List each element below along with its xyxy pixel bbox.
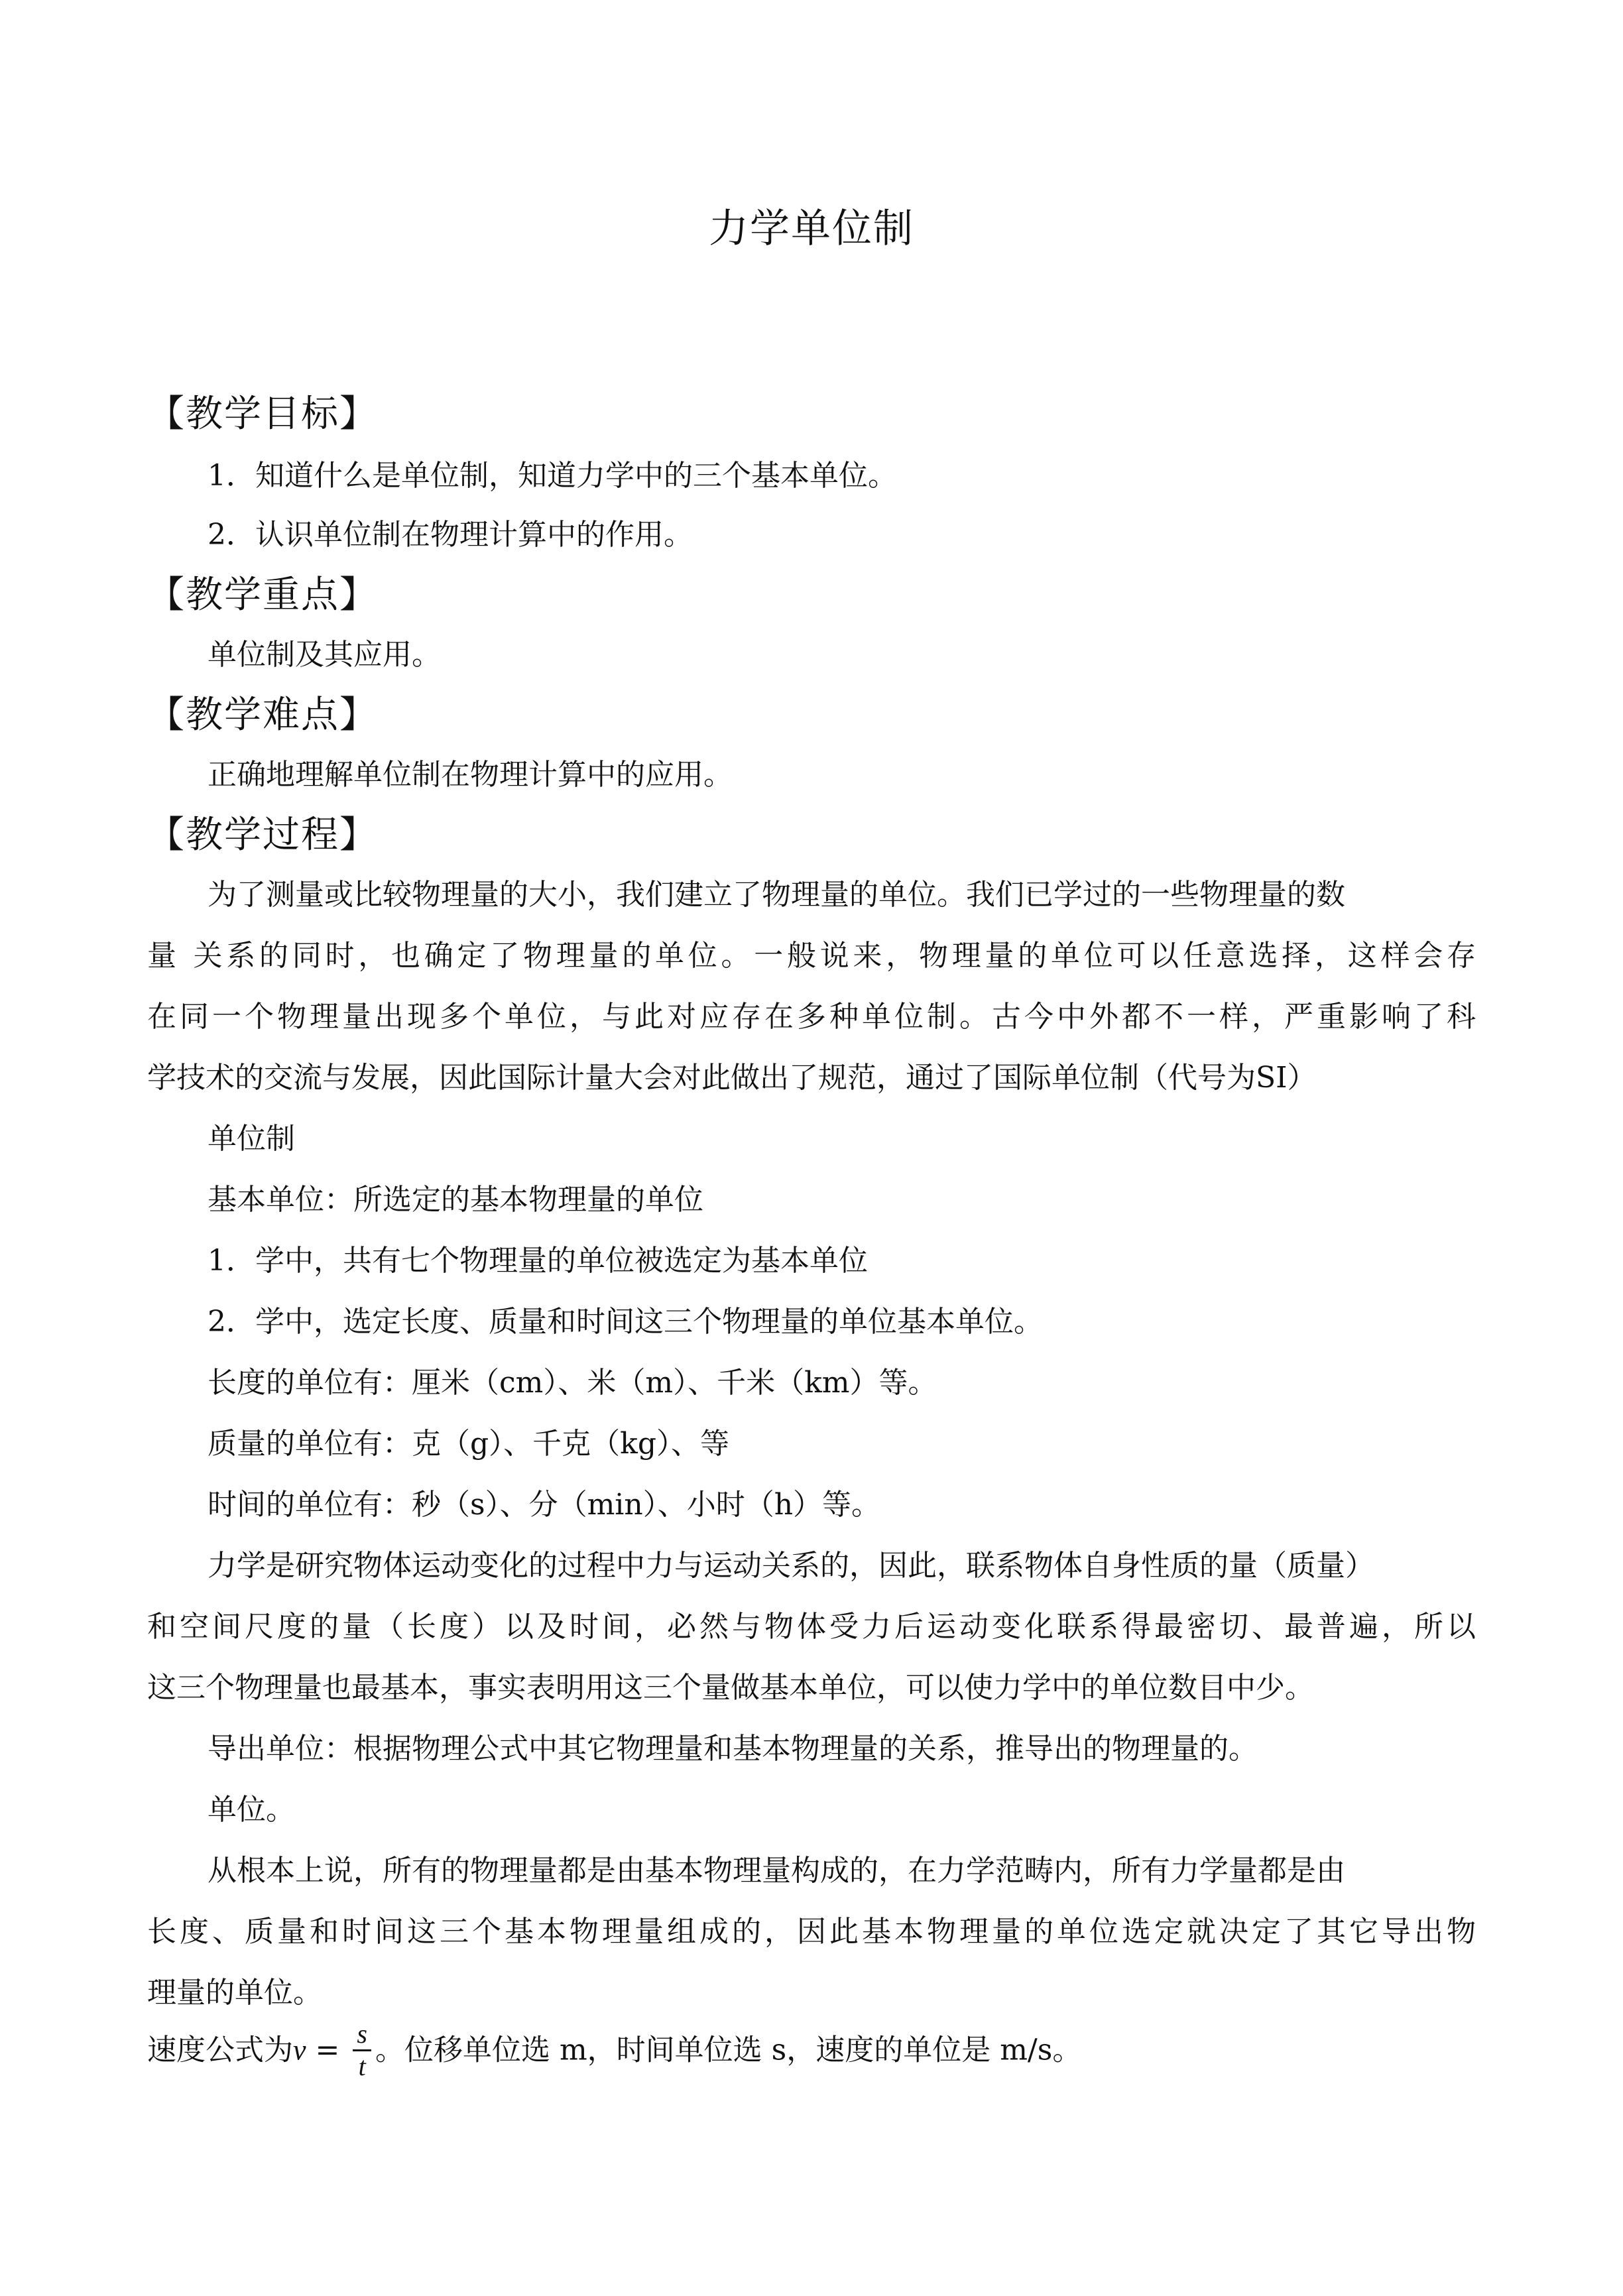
paragraph-line: 这三个物理量也最基本，事实表明用这三个量做基本单位，可以使力学中的单位数目中少。 (147, 1671, 1314, 1705)
mass-units: 质量的单位有：克（g）、千克（kg）、等 (208, 1427, 729, 1461)
length-units: 长度的单位有：厘米（cm）、米（m）、千米（km）等。 (208, 1366, 937, 1400)
heading-key-points: 【教学重点】 (147, 574, 378, 617)
key-points-text: 单位制及其应用。 (208, 638, 441, 672)
heading-process: 【教学过程】 (147, 814, 378, 857)
paragraph-line: 学技术的交流与发展，因此国际计量大会对此做出了规范，通过了国际单位制（代号为SI） (147, 1061, 1317, 1095)
base-unit-item-1: 1．学中，共有七个物理量的单位被选定为基本单位 (208, 1244, 868, 1278)
difficulties-text: 正确地理解单位制在物理计算中的应用。 (208, 758, 733, 792)
formula-suffix: 。位移单位选 m，时间单位选 s，速度的单位是 m/s。 (375, 2033, 1082, 2067)
derived-unit-definition: 导出单位：根据物理公式中其它物理量和基本物理量的关系，推导出的物理量的。 (208, 1732, 1258, 1766)
fraction-denominator: t (358, 2051, 366, 2081)
paragraph-line: 和空间尺度的量（长度）以及时间，必然与物体受力后运动变化联系得最密切、最普遍，所以 (147, 1610, 1476, 1644)
paragraph-line: 力学是研究物体运动变化的过程中力与运动关系的，因此，联系物体自身性质的量（质量） (208, 1549, 1374, 1583)
base-unit-definition: 基本单位：所选定的基本物理量的单位 (208, 1183, 703, 1217)
base-unit-item-2: 2．学中，选定长度、质量和时间这三个物理量的单位基本单位。 (208, 1305, 1043, 1339)
objective-item-1: 1．知道什么是单位制，知道力学中的三个基本单位。 (208, 459, 897, 493)
unit-system-label: 单位制 (208, 1122, 295, 1156)
velocity-fraction (353, 2019, 371, 2082)
paragraph-line: 理量的单位。 (147, 1976, 322, 2010)
paragraph-line: 从根本上说，所有的物理量都是由基本物理量构成的，在力学范畴内，所有力学量都是由 (208, 1854, 1345, 1888)
heading-difficulties: 【教学难点】 (147, 694, 378, 737)
time-units: 时间的单位有：秒（s）、分（min）、小时（h）等。 (208, 1488, 881, 1522)
page-title: 力学单位制 (709, 206, 914, 252)
derived-unit-tail: 单位。 (208, 1793, 295, 1827)
formula-equals: = (306, 2033, 349, 2067)
objective-item-2: 2．认识单位制在物理计算中的作用。 (208, 518, 693, 552)
paragraph-line: 在同一个物理量出现多个单位，与此对应存在多种单位制。古今中外都不一样，严重影响了科 (147, 1000, 1476, 1034)
paragraph-line: 为了测量或比较物理量的大小，我们建立了物理量的单位。我们已学过的一些物理量的数 (208, 878, 1345, 912)
formula-lhs: v (293, 2033, 306, 2067)
heading-objectives: 【教学目标】 (147, 393, 378, 436)
paragraph-line: 长度、质量和时间这三个基本物理量组成的，因此基本物理量的单位选定就决定了其它导出物 (147, 1915, 1476, 1949)
formula-prefix: 速度公式为 (147, 2033, 293, 2067)
velocity-formula-line (147, 2019, 1081, 2098)
paragraph-line: 量 关系的同时，也确定了物理量的单位。一般说来，物理量的单位可以任意选择，这样会存 (147, 939, 1476, 973)
fraction-numerator: s (353, 2019, 371, 2051)
